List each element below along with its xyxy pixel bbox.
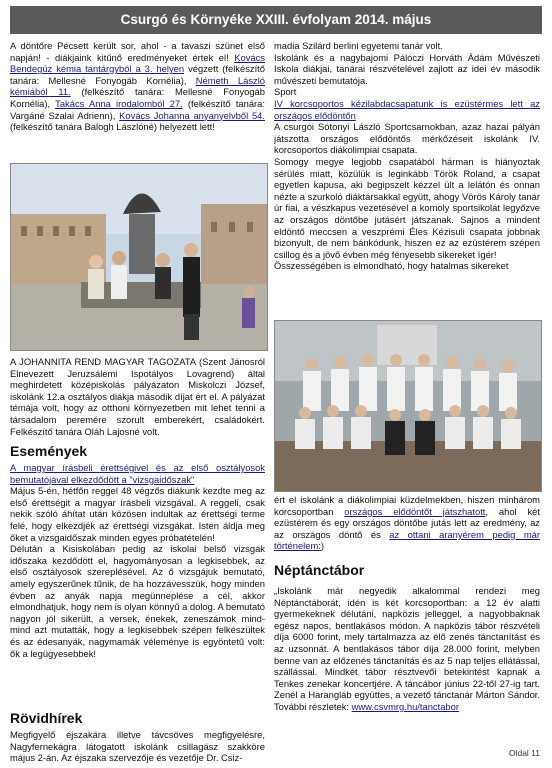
paragraph: Iskolánk és a nagybajomi Pálóczi Horváth Ádám Művészeti Iskola diákjai, tanárai részvételével zajlott az idei év második művészeti bemutatója.: [274, 51, 540, 86]
news-heading: Rövidhírek: [10, 710, 83, 726]
camp-website-link[interactable]: www.csvmrg.hu/tanctabor: [351, 700, 459, 712]
paragraph: Somogy megye legjobb csapatából hárman is hiányoztak sérülés miatt, közülük is leginkább Török Roland, a csapat egyetlen kapusa, aki begipszelt kézzel ült a lelátón és onnan nézte a szurkoló diáktársakkal együtt, ahogy Vörös Károly tanár úr fiai, a vészkapus vezetésével a komoly sportsikolát legyőzve az országos döntőbe jutásért játszanak. Sajnos a mindent eldöntő meccsen a veszprémi Éles Kézisuli csapata jobbnak bizonyult, de nem bánkódunk, hiszen ez az ezüstérem szépen csillog és a jövő évben még fényesebb sikereket ígér!: [274, 155, 540, 260]
paragraph: Május 5-én, hétfőn reggel 48 végzős diákunk kezdte meg az első érettségit a magyar írásbeli vizsgával. A reggeli, csak nekik szóló áhítat után közösen indultak az érettségi terme felé, hogy elkezdjék az érettségi vizsgákat. Isten áldja meg őket a vizsgaidőszak minden egyes próbatételén!: [10, 485, 265, 543]
folk-dance-heading: Néptánctábor: [274, 562, 365, 578]
events-heading: Események: [10, 443, 88, 459]
news-section: [10, 710, 265, 764]
paragraph: „Iskolánk már negyedik alkalommal rendezi meg Néptánctáborát, idén is két korcsoportban: a 12 év alatti gyermekeknek délutáni, napközis jelleggel, a nagyobbaknak egész napos, bentlakásos módon. A napközis tábor részvételi díja 6000 forint, mely tartalmazza az élő zenés tánctanítást és az uzsonnát. A bentlakásos tábor díja 28.000 forint, melyben benne van az előzenés tánctanítás és az 5 nap teljes ellátással, szállással. Mindkét tábor résztvevői betekintést kapnak a Tenkes zenekar koncertjére. A táncábor június 22-től 27-ig tart. Zenél a Harangláb együttes, a vezető tánctanár Márton Sándor. További részletek: www.csvmrg.hu/tanctabor: [274, 585, 540, 712]
sport-label: Sport: [274, 86, 297, 98]
right-top-text: [274, 40, 540, 272]
sport-link[interactable]: IV korcsoportos kézilabdacsapatunk is ezüstérmes lett az országos elődöntőn: [274, 97, 540, 121]
result-link[interactable]: Kovács Johanna anyanyelvből 54.: [119, 109, 265, 121]
events-link[interactable]: A magyar írásbeli érettségivel és az első osztályosok bemutatójával elkezdődött a "vizsgaidőszak": [10, 462, 265, 485]
page-header: Csurgó és Környéke XXIII. évfolyam 2014. május: [10, 6, 542, 34]
result-link[interactable]: Németh László kémiából 11.: [10, 74, 265, 98]
left-top-text: [10, 40, 265, 133]
handball-team-photo: [274, 320, 542, 492]
paragraph: ért el iskolánk a diákolimpiai küzdelmekben, hiszen minhárom korcsoportban országos elődöntőt játszhatott, ahol két ezüstérem és egy országos döntőbe jutás lett az eredmény, az az országos döntő és az ottani aranyérem pedig már történelem:): [274, 494, 541, 552]
paragraph: Délután a Kisiskolában pedig az iskolai belső vizsgák időszaka kezdődött el, hagyományosan a legkisebbek, az első osztályosok szereplésével. Az ő vizsgájuk bemutató, amely egyszerűnek tűnik, de ha hozzávesszük, hogy minden évben az anyák napja megünneplése a cél, akkor elmondhatjuk, hogy nem is olyan könnyű a dolog. A bemutató nagyon jól sikerült, a versek, énekek, zeneszámok mind-mind azt mutatták, hogy a legkisebbek szépen felkészültek és az édesanyák, nagymamák véleménye is egyöntetű volt: ők a legügyesebbek!: [10, 543, 265, 659]
students-photo: [10, 163, 268, 351]
result-link[interactable]: Kovács Bendegúz kémia tantárgyból a 3. helyen: [10, 51, 265, 75]
result-link[interactable]: Takács Anna irodalomból 27.: [55, 97, 183, 109]
paragraph: Megfigyelő éjszakára illetve távcsöves megfigyelésre, Nagyfernekágra látogatott iskolánk csillagász szakköre május 2-án. Az éjszaka szervezője és vezetője Dr. Csiz-: [10, 729, 265, 764]
page-number: Oldal 11: [508, 748, 540, 758]
paragraph: Összességében is elmondható, hogy hatalmas sikereket: [274, 260, 509, 272]
right-mid-text: [274, 494, 540, 552]
semifinal-link[interactable]: országos elődöntőt játszhatott: [344, 505, 486, 517]
folk-dance-camp-section: [274, 562, 540, 713]
paragraph: madia Szilárd berlini egyetemi tanár volt.: [274, 40, 443, 51]
gold-medal-link[interactable]: az ottani aranyérem pedig már történelem:: [274, 528, 540, 552]
events-section: [10, 443, 265, 659]
johannita-text: A JOHANNITA REND MAGYAR TAGOZATA (Szent Jánosról Elnevezett Jeruzsálemi Ispotályos Lovagrend) által meghirdetett középiskolás pályázaton Miskolczi József, iskolánk 12.a osztályos diákja második díjat ért el. A pályázat témája volt, hogy az otthoni környezetben mit lehet tenni a társadalom peremére szorult emberekért, családokért. Felkészítő tanára Oláh Lajosné volt.: [10, 356, 265, 437]
paragraph: A döntőre Pécsett került sor, ahol - a tavaszi szünet első napján! - diákjaink kitűnő eredményeket értek el! Kovács Bendegúz kémia tantárgyból a 3. helyen végzett (felkészítő tanára: Mellesné Fonyogáb Kornélia), Németh László kémiából 11. (felkészítő tanára: Mellesné Fonyogáb Kornélia), Takács Anna irodalomból 27. (felkészítő tanára: Vargáné Szalai Adrienn), Kovács Johanna anyanyelvből 54. (felkészítő tanára Balogh Lászlóné) helyezett lett!: [10, 40, 265, 133]
paragraph: A csurgói Sótonyi László Sportcsarnokban, azaz hazai pályán játszotta országos elődöntős mérkőzéseit iskolánk IV. korcsoportos diákolimpiai csapata.: [274, 121, 540, 156]
